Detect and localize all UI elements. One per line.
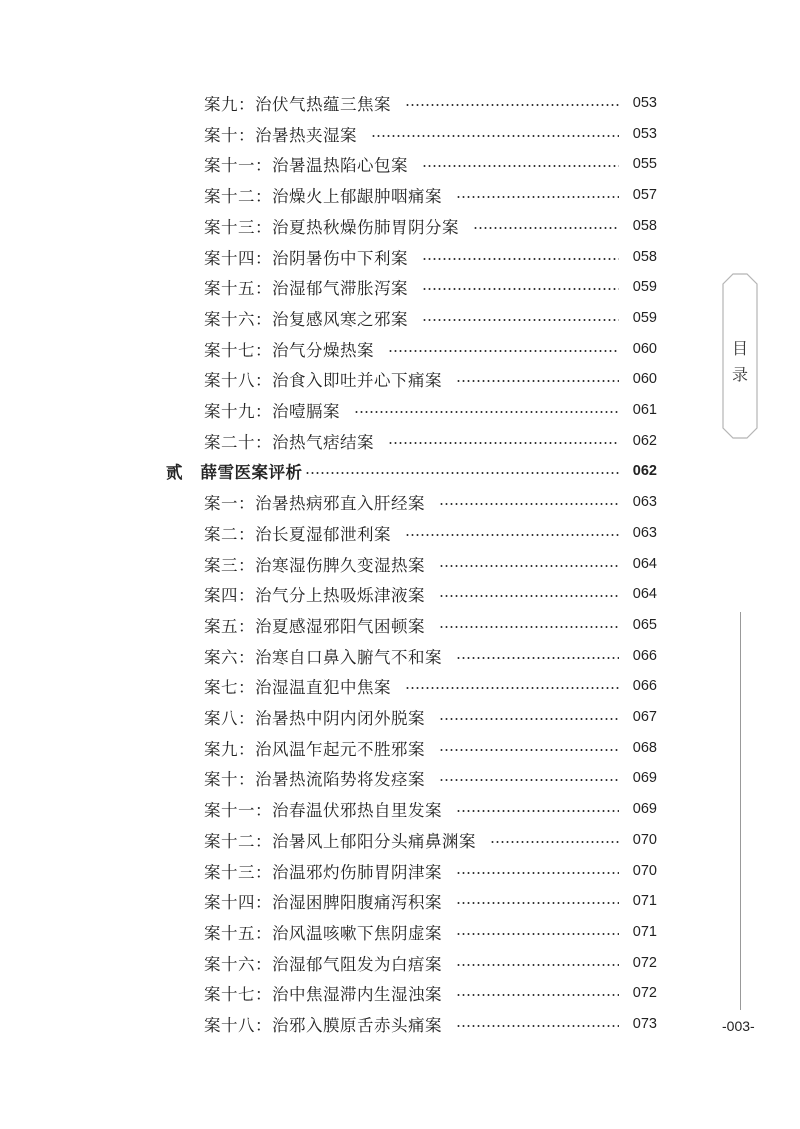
dot-leader [305, 472, 620, 474]
dot-leader [405, 534, 619, 536]
toc-entry-row [204, 1009, 657, 1039]
dot-leader [456, 872, 619, 874]
entry-page-number: 066 [632, 647, 657, 664]
toc-entry-row [204, 671, 657, 701]
page-number: -003- [722, 1018, 755, 1034]
side-tab-char: 目 [731, 339, 748, 358]
entry-page-number: 059 [632, 279, 657, 296]
entry-page-number: 067 [632, 709, 657, 725]
dot-leader [490, 841, 619, 843]
entry-page-number: 073 [632, 1016, 657, 1032]
entry-title: 案十四：治湿困脾阳腹痛泻积案 [204, 893, 442, 913]
dot-leader [439, 626, 619, 628]
entry-page-number: 063 [632, 524, 657, 541]
dot-leader [422, 165, 619, 167]
dot-leader [388, 442, 619, 444]
entry-page-number: 072 [632, 985, 657, 1002]
dot-leader [405, 687, 619, 689]
toc-entry-row [204, 242, 657, 272]
dot-leader [439, 565, 619, 567]
dot-leader [456, 810, 619, 812]
toc-entry-row [204, 763, 657, 793]
entry-page-number: 057 [632, 187, 657, 204]
entry-title: 案九：治风温乍起元不胜邪案 [204, 739, 425, 759]
entry-title: 案十二：治暑风上郁阳分头痛鼻渊案 [204, 831, 476, 851]
entry-page-number: 060 [632, 340, 657, 357]
entry-title: 案二十：治热气痞结案 [204, 432, 374, 452]
toc-entry-row [204, 825, 657, 855]
entry-title: 案十六：治复感风寒之邪案 [204, 309, 408, 329]
entry-page-number: 069 [632, 801, 657, 818]
dot-leader [405, 104, 619, 106]
dot-leader [439, 749, 619, 751]
toc-entry-row [204, 702, 657, 732]
side-tab [721, 272, 759, 440]
toc-entry-row [204, 948, 657, 978]
entry-title: 案五：治夏感湿邪阳气困顿案 [204, 616, 425, 636]
toc-entry-row [204, 518, 657, 548]
toc-entry-row [204, 119, 657, 149]
entry-title: 案十六：治湿郁气阻发为白痦案 [204, 954, 442, 974]
entry-page-number: 063 [632, 494, 657, 511]
entry-page-number: 053 [632, 95, 657, 111]
dot-leader [456, 1025, 619, 1027]
toc-entry-row [204, 610, 657, 640]
dot-leader [456, 994, 619, 996]
dot-leader [422, 258, 619, 260]
entry-title: 案四：治气分上热吸烁津液案 [204, 586, 425, 606]
entry-title: 案十三：治温邪灼伤肺胃阴津案 [204, 862, 442, 882]
dot-leader [456, 902, 619, 904]
dot-leader [354, 411, 619, 413]
entry-title: 案十四：治阴暑伤中下利案 [204, 248, 408, 268]
entry-title: 案十九：治噎膈案 [204, 402, 340, 421]
entry-page-number: 053 [632, 125, 657, 142]
dot-leader [439, 595, 619, 597]
dot-leader [371, 135, 619, 137]
dot-leader [456, 196, 619, 198]
entry-page-number: 064 [632, 555, 657, 572]
entry-page-number: 062 [632, 463, 657, 480]
entry-title: 案十一：治暑温热陷心包案 [204, 156, 408, 176]
toc-entry-row [204, 395, 657, 425]
entry-page-number: 069 [632, 770, 657, 787]
dot-leader [439, 503, 619, 505]
entry-page-number: 055 [632, 156, 657, 173]
side-divider-line [740, 612, 741, 1010]
entry-page-number: 071 [632, 923, 657, 940]
dot-leader [439, 718, 619, 720]
entry-page-number: 064 [632, 586, 657, 603]
toc-entry-row [204, 733, 657, 763]
toc-entry-row [204, 487, 657, 517]
entry-page-number: 062 [632, 432, 657, 449]
toc-entry-row [204, 88, 657, 118]
toc-entry-row [204, 549, 657, 579]
entry-title: 案二：治长夏湿郁泄利案 [204, 524, 391, 544]
toc-entry-row [204, 886, 657, 916]
toc-entry-row [204, 272, 657, 302]
entry-title: 案七：治湿温直犯中焦案 [204, 678, 391, 698]
entry-title: 案十七：治中焦湿滞内生湿浊案 [204, 985, 442, 1005]
entry-title: 案十八：治邪入膜原舌赤头痛案 [204, 1016, 442, 1035]
entry-title: 案十三：治夏热秋燥伤肺胃阴分案 [204, 217, 459, 237]
toc-entry-row [204, 641, 657, 671]
toc-entry-row [204, 303, 657, 333]
toc-section-row [166, 456, 657, 486]
entry-title: 案十：治暑热夹湿案 [204, 125, 357, 145]
toc-entry-row [204, 180, 657, 210]
entry-title: 案十五：治风温咳嗽下焦阴虚案 [204, 923, 442, 943]
entry-page-number: 065 [632, 616, 657, 633]
entry-page-number: 070 [632, 862, 657, 879]
toc-entry-row [204, 856, 657, 886]
toc-entry-row [204, 917, 657, 947]
entry-title: 案十八：治食入即吐并心下痛案 [204, 371, 442, 391]
dot-leader [422, 288, 619, 290]
dot-leader [456, 657, 619, 659]
entry-title: 案三：治寒湿伤脾久变湿热案 [204, 555, 425, 575]
dot-leader [422, 319, 619, 321]
entry-title: 案十二：治燥火上郁龈肿咽痛案 [204, 187, 442, 207]
dot-leader [473, 227, 619, 229]
entry-title: 案八：治暑热中阴内闭外脱案 [204, 709, 425, 728]
dot-leader [456, 380, 619, 382]
toc-entry-row [204, 794, 657, 824]
entry-title: 案九：治伏气热蕴三焦案 [204, 95, 391, 114]
entry-page-number: 058 [632, 248, 657, 265]
entry-page-number: 058 [632, 217, 657, 234]
entry-title: 案十七：治气分燥热案 [204, 340, 374, 360]
entry-page-number: 072 [632, 954, 657, 971]
entry-page-number: 068 [632, 739, 657, 756]
section-title: 薛雪医案评析 [200, 463, 303, 483]
entry-page-number: 060 [632, 371, 657, 388]
side-tab-char: 录 [731, 365, 748, 384]
entry-title: 案十五：治湿郁气滞胀泻案 [204, 279, 408, 299]
toc-entry-row [204, 364, 657, 394]
dot-leader [439, 779, 619, 781]
entry-title: 案十一：治春温伏邪热自里发案 [204, 801, 442, 821]
toc-entry-row [204, 149, 657, 179]
entry-title: 案六：治寒自口鼻入腑气不和案 [204, 647, 442, 667]
entry-title: 案一：治暑热病邪直入肝经案 [204, 494, 425, 514]
toc-entry-row [204, 211, 657, 241]
entry-page-number: 059 [632, 309, 657, 326]
toc-entry-row [204, 334, 657, 364]
entry-page-number: 061 [632, 402, 657, 418]
entry-title: 案十：治暑热流陷势将发痉案 [204, 770, 425, 790]
entry-page-number: 070 [632, 831, 657, 848]
dot-leader [456, 933, 619, 935]
dot-leader [456, 964, 619, 966]
toc-entry-row [204, 426, 657, 456]
entry-page-number: 071 [632, 893, 657, 910]
entry-page-number: 066 [632, 678, 657, 695]
toc-entry-row [204, 978, 657, 1008]
toc-entry-row [204, 579, 657, 609]
dot-leader [388, 350, 619, 352]
section-number: 贰 [166, 463, 183, 483]
